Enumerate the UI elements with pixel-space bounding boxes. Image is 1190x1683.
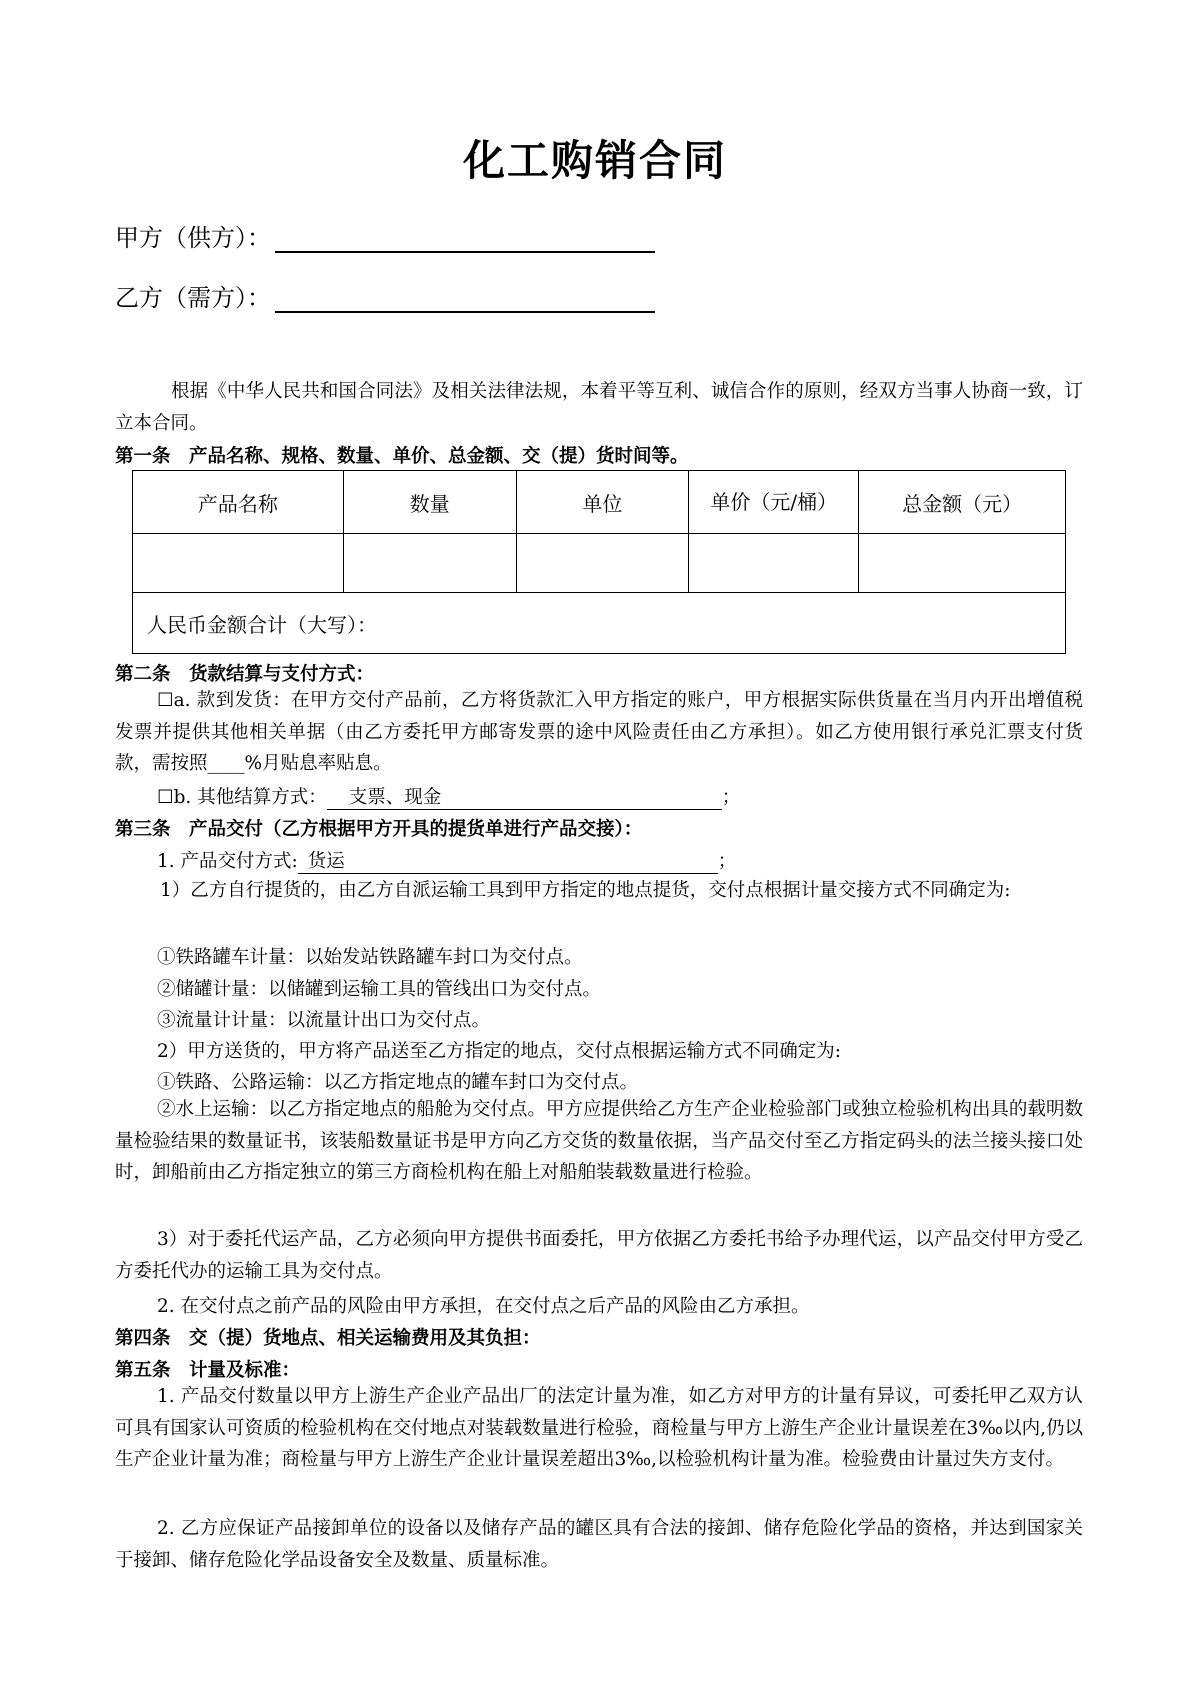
party-a-blank xyxy=(275,225,655,253)
article-4-heading: 第四条 交（提）货地点、相关运输费用及其负担： xyxy=(115,1328,541,1349)
delivery-method-value: 货运 xyxy=(307,851,345,872)
header-unit: 单位 xyxy=(516,471,689,534)
goods-table xyxy=(132,470,1066,654)
header-quantity: 数量 xyxy=(343,471,516,534)
payment-option-b xyxy=(157,783,740,810)
party-b-label: 乙方（需方）： xyxy=(115,284,271,312)
party-b-row xyxy=(115,278,655,313)
risk-transfer-clause: 2. 在交付点之前产品的风险由甲方承担，在交付点之后产品的风险由乙方承担。 xyxy=(157,1296,810,1317)
delivery-method-field[interactable] xyxy=(298,847,718,874)
article-3-heading: 第三条 产品交付（乙方根据甲方开具的提货单进行产品交接）： xyxy=(115,819,643,840)
consigned-transport-paragraph: 3）对于委托代运产品，乙方必须向甲方提供书面委托，甲方依据乙方委托书给予办理代运，以产品交付甲方受乙方委托代办的运输工具为交付点。 xyxy=(115,1229,1083,1282)
cell-total-amount[interactable] xyxy=(859,534,1066,593)
article-1-heading: 第一条 产品名称、规格、数量、单价、总金额、交（提）货时间等。 xyxy=(115,446,689,467)
self-pickup-rail: ①铁路罐车计量：以始发站铁路罐车封口为交付点。 xyxy=(157,947,583,968)
header-total-amount: 总金额（元） xyxy=(859,471,1066,534)
table-row xyxy=(133,534,1066,593)
semicolon: ； xyxy=(721,787,741,808)
document-title: 化工购销合同 xyxy=(462,136,727,185)
supplier-delivery-road-rail: ①铁路、公路运输：以乙方指定地点的罐车封口为交付点。 xyxy=(157,1072,639,1093)
party-a-label: 甲方（供方）： xyxy=(115,224,271,252)
header-product-name: 产品名称 xyxy=(133,471,344,534)
table-total-row xyxy=(133,593,1066,654)
header-unit-price: 单价（元/桶） xyxy=(689,471,859,534)
delivery-method-row xyxy=(157,847,736,874)
cell-unit-price[interactable] xyxy=(689,534,859,593)
delivery-method-label: 1. 产品交付方式: xyxy=(157,851,298,872)
semicolon: ； xyxy=(717,851,737,872)
payment-option-b-value-field[interactable] xyxy=(327,783,722,810)
measurement-clause-1: 1. 产品交付数量以甲方上游生产企业产品出厂的法定计量为准，如乙方对甲方的计量有异议，可委托甲乙双方认可具有国家认可资质的检验机构在交付地点对装载数量进行检验，商检量与甲方上游生产企业计量误差在3‰以内,仍以生产企业计量为准；商检量与甲方上游生产企业计量误差超出3‰,以检验机构计量为准。检验费由计量过失方支付。 xyxy=(115,1386,1083,1470)
supplier-delivery-paragraph: 2）甲方送货的，甲方将产品送至乙方指定的地点，交付点根据运输方式不同确定为: xyxy=(157,1041,842,1062)
cell-unit[interactable] xyxy=(516,534,689,593)
total-amount-label: 人民币金额合计（大写）： xyxy=(133,593,1066,654)
payment-option-b-label: ☐b. 其他结算方式： xyxy=(157,787,327,808)
party-b-blank xyxy=(275,285,655,313)
supplier-delivery-water: ②水上运输：以乙方指定地点的船舱为交付点。甲方应提供给乙方生产企业检验部门或独立检验机构出具的载明数量检验结果的数量证书，该装船数量证书是甲方向乙方交货的数量依据，当产品交付至乙方指定码头的法兰接头接口处时，卸船前由乙方指定独立的第三方商检机构在船上对船舶装载数量进行检验。 xyxy=(115,1099,1083,1183)
payment-option-b-value: 支票、现金 xyxy=(348,787,442,808)
self-pickup-tank: ②储罐计量：以储罐到运输工具的管线出口为交付点。 xyxy=(157,979,602,1000)
self-pickup-paragraph: 1）乙方自行提货的，由乙方自派运输工具到甲方指定的地点提货，交付点根据计量交接方式不同确定为: xyxy=(160,880,1011,901)
party-a-row xyxy=(115,218,655,253)
payment-option-a: ☐a. 款到发货：在甲方交付产品前，乙方将货款汇入甲方指定的账户，甲方根据实际供货量在当月内开出增值税发票并提供其他相关单据（由乙方委托甲方邮寄发票的途中风险责任由乙方承担）。如乙方使用银行承兑汇票支付货款，需按照____%月贴息率贴息。 xyxy=(115,690,1083,774)
measurement-clause-2: 2. 乙方应保证产品接卸单位的设备以及储存产品的罐区具有合法的接卸、储存危险化学品的资格，并达到国家关于接卸、储存危险化学品设备安全及数量、质量标准。 xyxy=(115,1518,1083,1571)
self-pickup-flowmeter: ③流量计计量：以流量计出口为交付点。 xyxy=(157,1010,491,1031)
table-header-row xyxy=(133,471,1066,534)
intro-paragraph: 根据《中华人民共和国合同法》及相关法律法规，本着平等互利、诚信合作的原则，经双方当事人协商一致，订立本合同。 xyxy=(115,381,1083,434)
article-2-heading: 第二条 货款结算与支付方式： xyxy=(115,664,375,685)
cell-product-name[interactable] xyxy=(133,534,344,593)
article-5-heading: 第五条 计量及标准： xyxy=(115,1360,301,1381)
cell-quantity[interactable] xyxy=(343,534,516,593)
